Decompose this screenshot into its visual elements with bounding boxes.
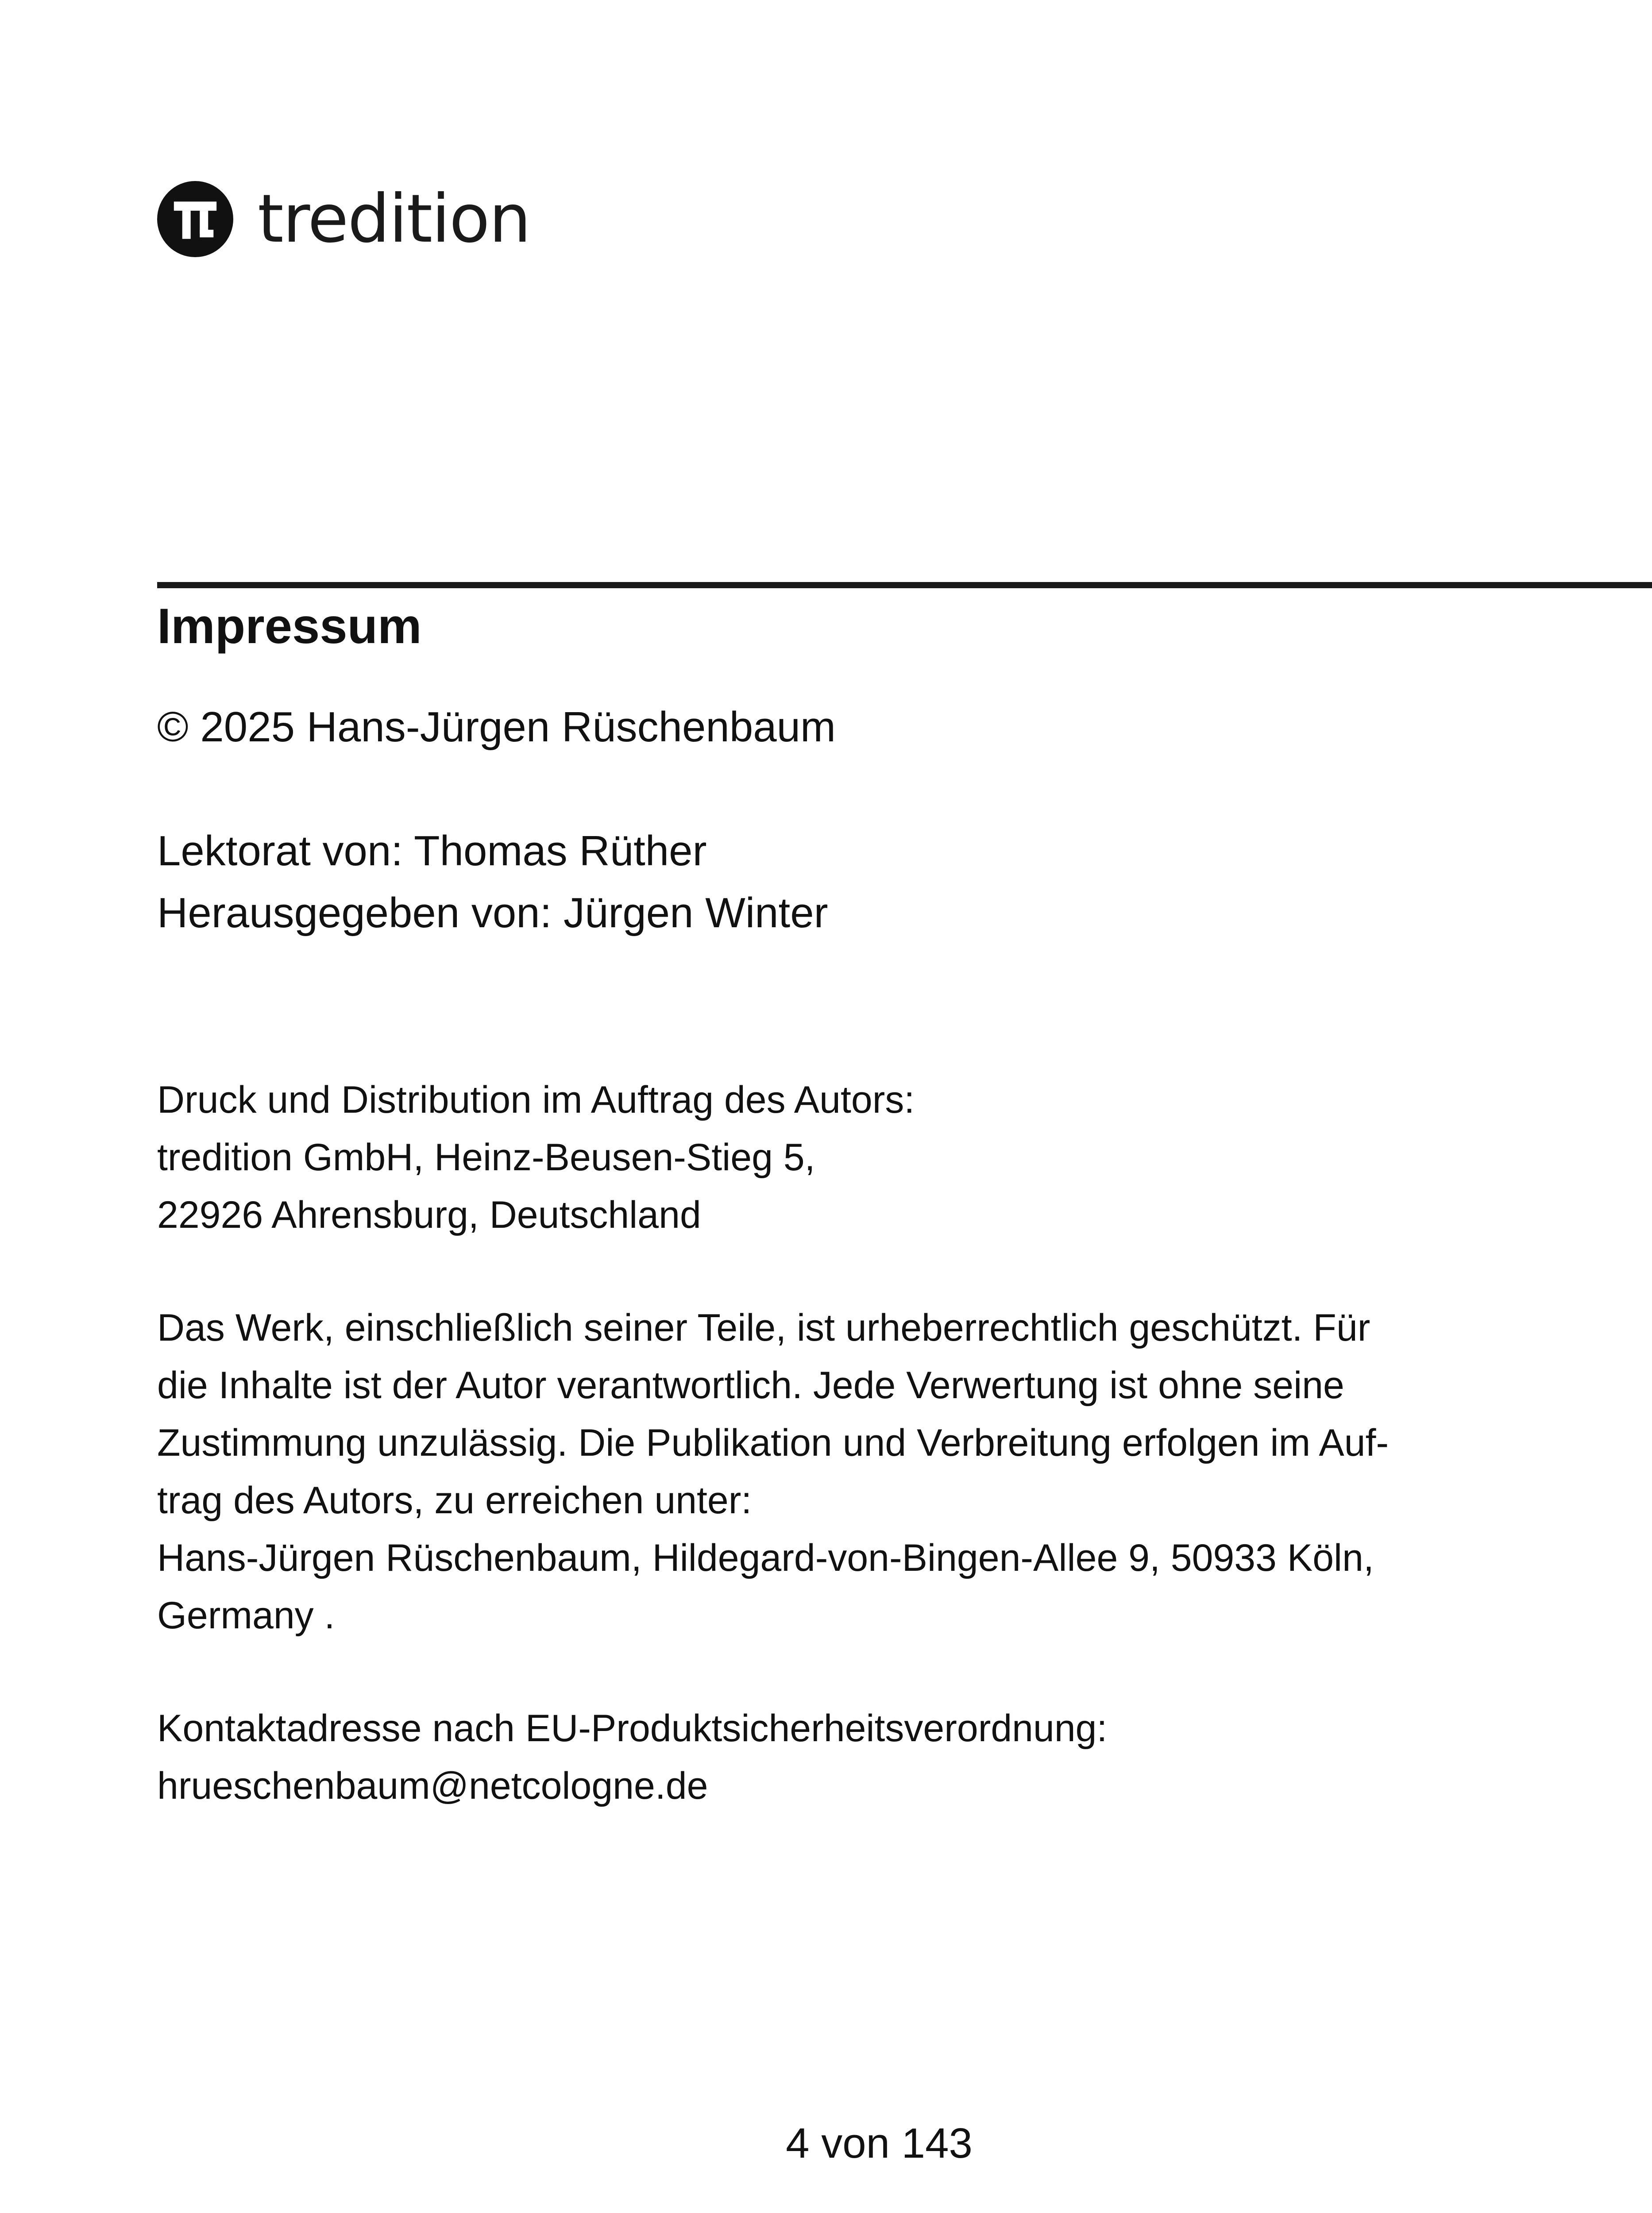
page-number: 4 von 143	[786, 2120, 973, 2167]
lektorat-line: Lektorat von: Thomas Rüther	[157, 827, 707, 875]
text-line: Zustimmung unzulässig. Die Publikation und Verbreitung erfolgen im Auf-	[157, 1422, 1389, 1464]
text-line: tredition GmbH, Heinz-Beusen-Stieg 5,	[157, 1136, 815, 1179]
page-title: Impressum	[157, 598, 422, 654]
text-line: die Inhalte ist der Autor verantwortlich. Jede Verwertung ist ohne seine	[157, 1364, 1344, 1407]
text-line: Kontaktadresse nach EU-Produktsicherheitsverordnung:	[157, 1707, 1108, 1750]
text-line: Germany .	[157, 1594, 335, 1637]
text-line: Hans-Jürgen Rüschenbaum, Hildegard-von-Bingen-Allee 9, 50933 Köln,	[157, 1537, 1374, 1579]
text-line: 22926 Ahrensburg, Deutschland	[157, 1194, 701, 1236]
text-line: trag des Autors, zu erreichen unter:	[157, 1479, 752, 1522]
print-distribution-block	[157, 1071, 915, 1244]
text-line: Das Werk, einschließlich seiner Teile, ist urheberrechtlich geschützt. Für	[157, 1307, 1370, 1349]
publisher-logo	[157, 179, 530, 259]
contact-block	[157, 1700, 1107, 1815]
copyright-line: © 2025 Hans-Jürgen Rüschenbaum	[157, 703, 836, 751]
contact-email: hrueschenbaum@netcologne.de	[157, 1765, 708, 1807]
rights-notice-block	[157, 1299, 1389, 1644]
section-divider	[157, 582, 1652, 588]
text-line: Druck und Distribution im Auftrag des Autors:	[157, 1079, 915, 1121]
tredition-logo-icon	[157, 181, 233, 257]
herausgegeben-line: Herausgegeben von: Jürgen Winter	[157, 889, 828, 937]
logo-wordmark: tredition	[258, 181, 530, 258]
